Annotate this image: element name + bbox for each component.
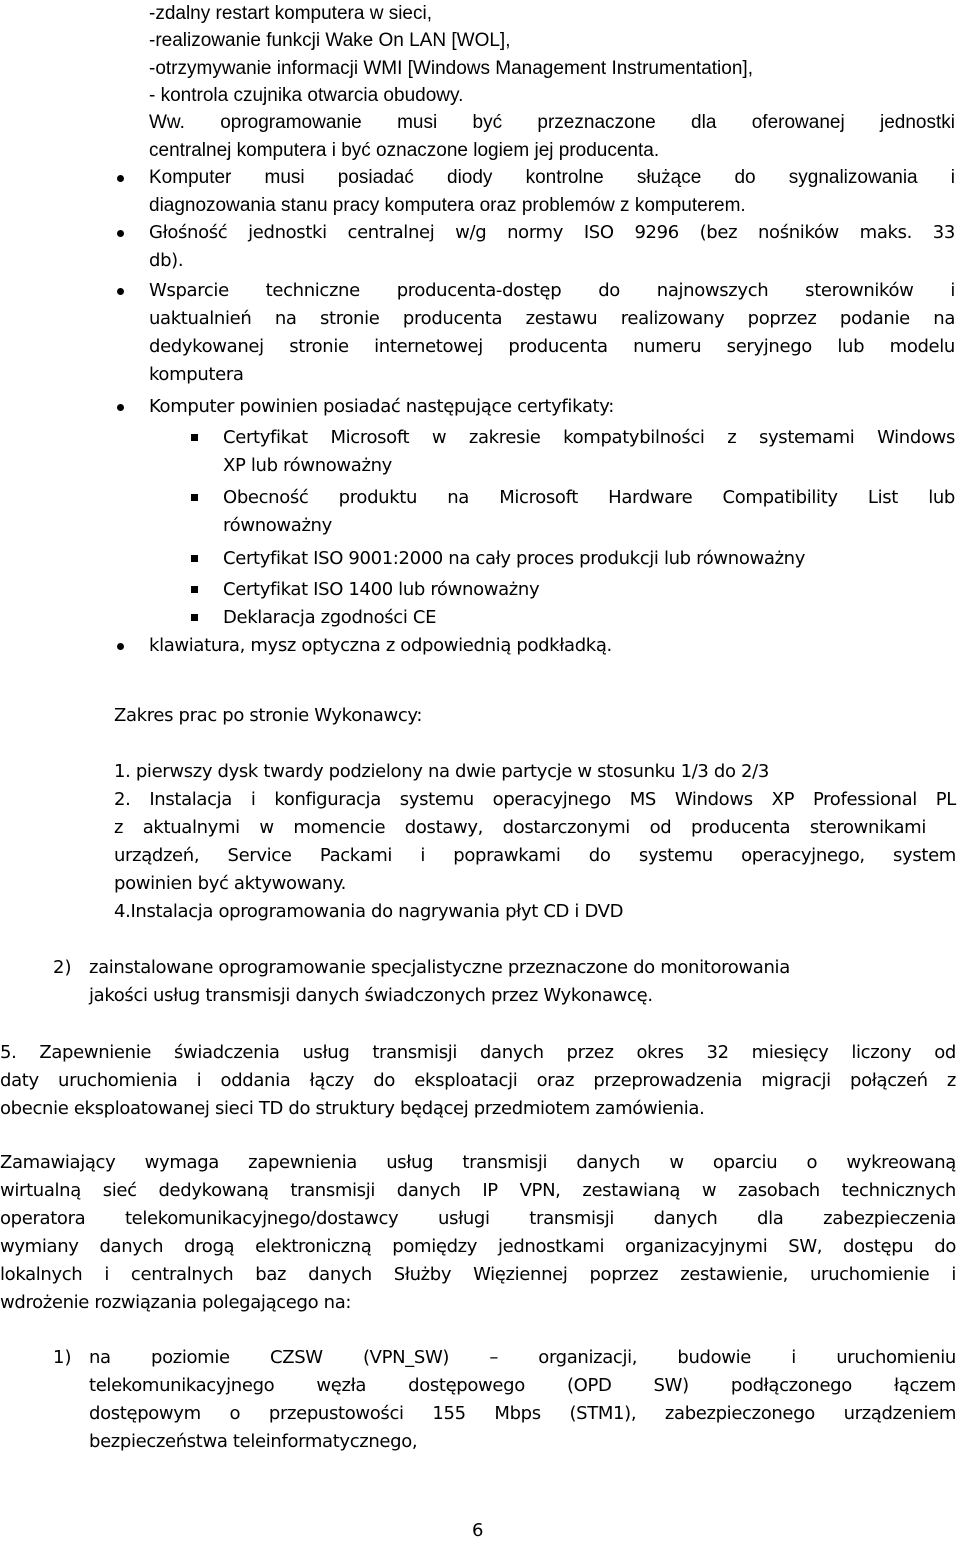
text-line: uaktualnień na stronie producenta zestawu realizowany poprzez podanie na: [149, 308, 955, 329]
text-line: 1. pierwszy dysk twardy podzielony na dwie partycje w stosunku 1/3 do 2/3: [114, 761, 769, 782]
text-line: XP lub równoważny: [223, 455, 392, 476]
text-line: wdrożenie rozwiązania polegającego na:: [0, 1292, 352, 1313]
text-line: obecnie eksploatowanej sieci TD do struktury będącej przedmiotem zamówienia.: [0, 1098, 705, 1119]
text-line: Ww. oprogramowanie musi być przeznaczone dla oferowanej jednostki: [149, 112, 955, 133]
text-line: na poziomie CZSW (VPN_SW) – organizacji, budowie i uruchomieniu: [89, 1347, 956, 1368]
text-line: -zdalny restart komputera w sieci,: [149, 3, 432, 24]
text-line: urządzeń, Service Packami i poprawkami do systemu operacyjnego, system: [114, 845, 956, 866]
text-line: Wsparcie techniczne producenta-dostęp do najnowszych sterowników i: [149, 280, 955, 301]
page-number: 6: [472, 1520, 484, 1541]
text-line: operatora telekomunikacyjnego/dostawcy usługi transmisji danych dla zabezpieczenia: [0, 1208, 956, 1229]
text-line: dedykowanej stronie internetowej producenta numeru seryjnego lub modelu: [149, 336, 955, 357]
text-line: zainstalowane oprogramowanie specjalistyczne przeznaczone do monitorowania: [89, 957, 790, 978]
text-line: Deklaracja zgodności CE: [223, 607, 437, 628]
text-line: Głośność jednostki centralnej w/g normy ISO 9296 (bez nośników maks. 33: [149, 222, 955, 243]
text-line: Certyfikat Microsoft w zakresie kompatybilności z systemami Windows: [223, 427, 955, 448]
text-line: diagnozowania stanu pracy komputera oraz problemów z komputerem.: [149, 195, 746, 216]
text-line: Komputer musi posiadać diody kontrolne służące do sygnalizowania i: [149, 167, 955, 188]
square-bullet-icon: [191, 586, 198, 593]
text-line: komputera: [149, 364, 244, 385]
text-line: wymiany danych drogą elektroniczną pomiędzy jednostkami organizacyjnymi SW, dostępu do: [0, 1236, 956, 1257]
text-line: - kontrola czujnika otwarcia obudowy.: [149, 85, 464, 106]
bullet-icon: [117, 175, 124, 182]
section-heading: Zakres prac po stronie Wykonawcy:: [114, 705, 423, 726]
text-line: db).: [149, 250, 184, 271]
list-number: 2): [53, 957, 72, 978]
square-bullet-icon: [191, 494, 198, 501]
text-line: klawiatura, mysz optyczna z odpowiednią podkładką.: [149, 635, 612, 656]
text-line: Certyfikat ISO 9001:2000 na cały proces produkcji lub równoważny: [223, 548, 806, 569]
bullet-icon: [117, 230, 124, 237]
bullet-icon: [117, 288, 124, 295]
bullet-icon: [117, 643, 124, 650]
text-line: 5. Zapewnienie świadczenia usług transmisji danych przez okres 32 miesięcy liczony od: [0, 1042, 956, 1063]
text-line: z aktualnymi w momencie dostawy, dostarczonymi od producenta sterownikami: [114, 817, 926, 838]
text-line: -otrzymywanie informacji WMI [Windows Management Instrumentation],: [149, 58, 753, 79]
text-line: Zamawiający wymaga zapewnienia usług transmisji danych w oparciu o wykreowaną: [0, 1152, 956, 1173]
text-line: jakości usług transmisji danych świadczonych przez Wykonawcę.: [89, 985, 653, 1006]
square-bullet-icon: [191, 555, 198, 562]
text-line: Komputer powinien posiadać następujące certyfikaty:: [149, 396, 614, 417]
text-line: 4.Instalacja oprogramowania do nagrywania płyt CD i DVD: [114, 901, 624, 922]
text-line: telekomunikacyjnego węzła dostępowego (OPD SW) podłączonego łączem: [89, 1375, 956, 1396]
text-line: -realizowanie funkcji Wake On LAN [WOL],: [149, 30, 511, 51]
list-number: 1): [53, 1347, 72, 1368]
text-line: powinien być aktywowany.: [114, 873, 346, 894]
text-line: daty uruchomienia i oddania łączy do eksploatacji oraz przeprowadzenia migracji połączeń z: [0, 1070, 956, 1091]
bullet-icon: [117, 404, 124, 411]
square-bullet-icon: [191, 614, 198, 621]
square-bullet-icon: [191, 434, 198, 441]
text-line: lokalnych i centralnych baz danych Służby Więziennej poprzez zestawienie, uruchomienie i: [0, 1264, 956, 1285]
text-line: Obecność produktu na Microsoft Hardware Compatibility List lub: [223, 487, 955, 508]
text-line: centralnej komputera i być oznaczone logiem jej producenta.: [149, 140, 660, 161]
text-line: bezpieczeństwa teleinformatycznego,: [89, 1431, 418, 1452]
text-line: Certyfikat ISO 1400 lub równoważny: [223, 579, 540, 600]
text-line: dostępowym o przepustowości 155 Mbps (STM1), zabezpieczonego urządzeniem: [89, 1403, 956, 1424]
text-line: wirtualną sieć dedykowaną transmisji danych IP VPN, zestawianą w zasobach technicznych: [0, 1180, 956, 1201]
text-line: 2. Instalacja i konfiguracja systemu operacyjnego MS Windows XP Professional PL: [114, 789, 956, 810]
text-line: równoważny: [223, 515, 332, 536]
